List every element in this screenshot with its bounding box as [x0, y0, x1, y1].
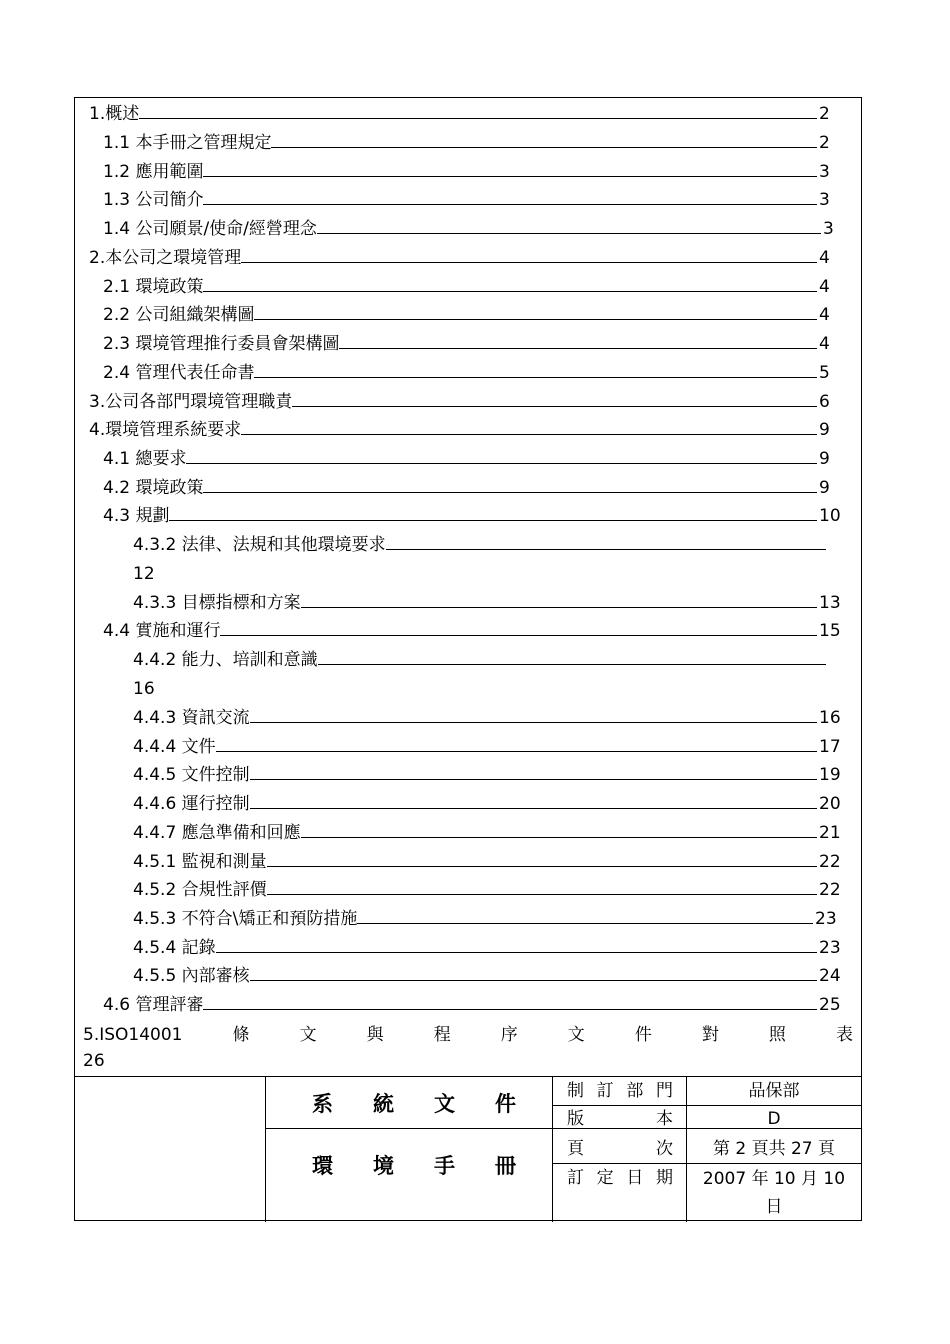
- title-character: 冊: [495, 1154, 516, 1178]
- toc-page-number: 9: [819, 478, 830, 498]
- toc-entry: [75, 706, 861, 730]
- toc-page-number: 16: [819, 708, 841, 728]
- toc-entry-label: 2.3 環境管理推行委員會架構圖: [103, 334, 340, 354]
- toc-leader-line: [254, 377, 817, 378]
- toc-entry: [75, 850, 861, 874]
- toc-leader-line: [267, 866, 817, 867]
- toc-entry-label: 1.概述: [89, 104, 140, 124]
- toc-page-number: 4: [819, 305, 830, 325]
- toc-entry-label: 4.6 管理評審: [103, 995, 204, 1015]
- toc-entry: [75, 907, 861, 931]
- toc-leader-line: [139, 118, 817, 119]
- title-character: 部: [626, 1081, 644, 1101]
- toc-entry: [75, 188, 861, 212]
- toc-page-number: 26: [83, 1051, 105, 1071]
- toc-entry: [75, 504, 861, 528]
- title-character: 門: [655, 1081, 673, 1101]
- toc-page-number: 23: [815, 909, 837, 929]
- date-label: [553, 1167, 687, 1189]
- toc-entry: [75, 936, 861, 960]
- toc-entry: [75, 275, 861, 299]
- toc-entry: [75, 332, 861, 356]
- toc-leader-line: [169, 520, 817, 521]
- toc-entry: [75, 361, 861, 385]
- title-character: 境: [373, 1154, 394, 1178]
- toc-leader-line: [339, 348, 817, 349]
- toc-page-number: 23: [819, 938, 841, 958]
- toc-page-number: 4: [819, 277, 830, 297]
- toc-page-number: 19: [819, 765, 841, 785]
- toc-leader-line: [250, 808, 817, 809]
- toc-leader-line: [301, 837, 817, 838]
- toc-page-number: 10: [819, 506, 841, 526]
- title-character: 期: [655, 1168, 673, 1188]
- toc-entry-label: 4.環境管理系統要求: [89, 420, 242, 440]
- toc-leader-line: [386, 549, 826, 550]
- toc-leader-line: [203, 492, 817, 493]
- toc-page-number: 22: [819, 880, 841, 900]
- toc-leader-line: [241, 262, 817, 263]
- toc-entry-label: 4.1 總要求: [103, 449, 187, 469]
- title-character: 文: [434, 1092, 455, 1116]
- title-character: 件: [495, 1092, 516, 1116]
- toc-entry-label: 4.4.3 資訊交流: [133, 708, 250, 728]
- toc-leader-line: [318, 664, 826, 665]
- toc-page-number: 9: [819, 420, 830, 440]
- toc-entry-label: 4.5.3 不符合\矯正和預防措施: [133, 909, 358, 929]
- toc-page-number: 2: [819, 104, 830, 124]
- toc-word: 對: [701, 1025, 719, 1045]
- toc-entry: [75, 878, 861, 902]
- toc-leader-line: [317, 233, 821, 234]
- toc-leader-line: [220, 635, 817, 636]
- title-character: 手: [434, 1154, 455, 1178]
- title-character: 次: [656, 1139, 673, 1159]
- toc-entry: [75, 131, 861, 155]
- department-value: 品保部: [748, 1081, 800, 1101]
- toc-entry-iso-comparison: [83, 1022, 853, 1048]
- title-character: 日: [626, 1168, 644, 1188]
- date-value: 2007 年 10 月 10 日: [702, 1169, 846, 1217]
- toc-entry-label: 4.4.7 應急準備和回應: [133, 823, 301, 843]
- toc-page-number: 6: [819, 392, 830, 412]
- toc-entry-label: 4.4.2 能力、培訓和意識: [133, 650, 318, 670]
- title-character: 定: [596, 1168, 614, 1188]
- toc-word: 表: [835, 1025, 853, 1045]
- toc-page-number: 9: [819, 449, 830, 469]
- toc-word: 與: [366, 1025, 384, 1045]
- toc-leader-line: [203, 176, 817, 177]
- page-value: 第 2 頁共 27 頁: [712, 1139, 836, 1159]
- toc-entry: [75, 390, 861, 414]
- toc-page-number: 25: [819, 995, 841, 1015]
- toc-entry-label: 4.4.4 文件: [133, 737, 216, 757]
- toc-page-number: 3: [819, 162, 830, 182]
- manual-title: [266, 1153, 552, 1179]
- toc-entry-label: 4.5.1 監視和測量: [133, 852, 267, 872]
- toc-leader-line: [250, 980, 817, 981]
- toc-leader-line: [203, 1009, 817, 1010]
- toc-entry-label: 2.4 管理代表任命書: [103, 363, 255, 383]
- toc-word: 5.ISO14001: [83, 1025, 183, 1045]
- title-character: 訂: [596, 1081, 614, 1101]
- toc-word: 文: [299, 1025, 317, 1045]
- toc-page-number: 13: [819, 593, 841, 613]
- toc-page-number: 4: [819, 334, 830, 354]
- toc-leader-line: [250, 779, 817, 780]
- toc-page-number: 2: [819, 133, 830, 153]
- toc-leader-line: [250, 722, 817, 723]
- toc-leader-line: [292, 406, 817, 407]
- toc-word: 序: [500, 1025, 518, 1045]
- toc-leader-line: [216, 952, 817, 953]
- toc-leader-line: [186, 463, 817, 464]
- department-label: [553, 1080, 687, 1102]
- toc-leader-line: [267, 894, 817, 895]
- version-label: [553, 1108, 687, 1130]
- toc-leader-line: [241, 434, 817, 435]
- toc-entry: [75, 217, 861, 241]
- toc-word: 條: [232, 1025, 250, 1045]
- title-character: 本: [656, 1109, 673, 1129]
- toc-entry-label: 4.4.6 運行控制: [133, 794, 250, 814]
- toc-entry-label: 4.4.5 文件控制: [133, 765, 250, 785]
- version-value: D: [767, 1109, 781, 1129]
- toc-entry-label: 4.5.2 合規性評價: [133, 880, 267, 900]
- toc-entry-label: 1.1 本手冊之管理規定: [103, 133, 272, 153]
- toc-entry: [75, 648, 861, 699]
- toc-leader-line: [357, 923, 813, 924]
- title-character: 頁: [567, 1139, 584, 1159]
- toc-leader-line: [203, 291, 817, 292]
- toc-entry: [75, 476, 861, 500]
- title-character: 系: [312, 1092, 333, 1116]
- toc-page-number: 12: [133, 564, 155, 584]
- toc-page-number: 5: [819, 363, 830, 383]
- toc-entry-label: 4.2 環境政策: [103, 478, 204, 498]
- toc-entry: [75, 591, 861, 615]
- toc-page-number: 4: [819, 248, 830, 268]
- toc-entry-label: 4.3 規劃: [103, 506, 170, 526]
- toc-word: 程: [433, 1025, 451, 1045]
- toc-entry: [75, 447, 861, 471]
- page-label: [553, 1138, 687, 1160]
- toc-entry-label: 2.1 環境政策: [103, 277, 204, 297]
- toc-entry-label: 4.5.5 內部審核: [133, 966, 250, 986]
- title-character: 統: [373, 1092, 394, 1116]
- toc-page-number: 3: [823, 219, 834, 239]
- toc-page-number: 15: [819, 621, 841, 641]
- toc-page-number: 17: [819, 737, 841, 757]
- toc-leader-line: [254, 319, 817, 320]
- toc-entry-label: 4.3.2 法律、法規和其他環境要求: [133, 535, 386, 555]
- toc-entry-label: 1.2 應用範圍: [103, 162, 204, 182]
- title-character: 制: [567, 1081, 584, 1101]
- toc-entry: [75, 993, 861, 1017]
- toc-entry: [75, 821, 861, 845]
- toc-leader-line: [216, 751, 817, 752]
- title-character: 訂: [567, 1168, 584, 1188]
- toc-page-number: 24: [819, 966, 841, 986]
- toc-leader-line: [271, 147, 817, 148]
- toc-entry: [75, 735, 861, 759]
- toc-page-number: 16: [133, 679, 155, 699]
- toc-leader-line: [203, 204, 817, 205]
- toc-word: 照: [768, 1025, 786, 1045]
- toc-entry-label: 2.本公司之環境管理: [89, 248, 242, 268]
- toc-word: 件: [634, 1025, 652, 1045]
- toc-entry-label: 4.5.4 記錄: [133, 938, 216, 958]
- toc-entry: [75, 160, 861, 184]
- toc-entry: [75, 619, 861, 643]
- toc-entry: [75, 246, 861, 270]
- table-of-contents: [75, 98, 861, 1076]
- toc-page-number: 20: [819, 794, 841, 814]
- toc-entry: [75, 763, 861, 787]
- toc-entry-label: 2.2 公司組織架構圖: [103, 305, 255, 325]
- system-document-title: [266, 1091, 552, 1117]
- toc-entry: [75, 964, 861, 988]
- toc-entry-label: 4.3.3 目標指標和方案: [133, 593, 301, 613]
- document-page: [74, 97, 862, 1221]
- title-character: 環: [312, 1154, 333, 1178]
- toc-entry-label: 1.4 公司願景/使命/經營理念: [103, 219, 317, 239]
- document-control-table: [75, 1076, 861, 1222]
- toc-entry-label: 4.4 實施和運行: [103, 621, 221, 641]
- toc-entry: [75, 792, 861, 816]
- title-character: 版: [567, 1109, 584, 1129]
- toc-entry: [75, 533, 861, 584]
- toc-page-number: 21: [819, 823, 841, 843]
- toc-entry-label: 3.公司各部門環境管理職責: [89, 392, 293, 412]
- toc-entry: [75, 102, 861, 126]
- toc-leader-line: [301, 607, 817, 608]
- toc-word: 文: [567, 1025, 585, 1045]
- toc-page-number: 3: [819, 190, 830, 210]
- toc-entry: [75, 418, 861, 442]
- toc-page-number: 22: [819, 852, 841, 872]
- toc-entry-label: 1.3 公司簡介: [103, 190, 204, 210]
- toc-entry: [75, 303, 861, 327]
